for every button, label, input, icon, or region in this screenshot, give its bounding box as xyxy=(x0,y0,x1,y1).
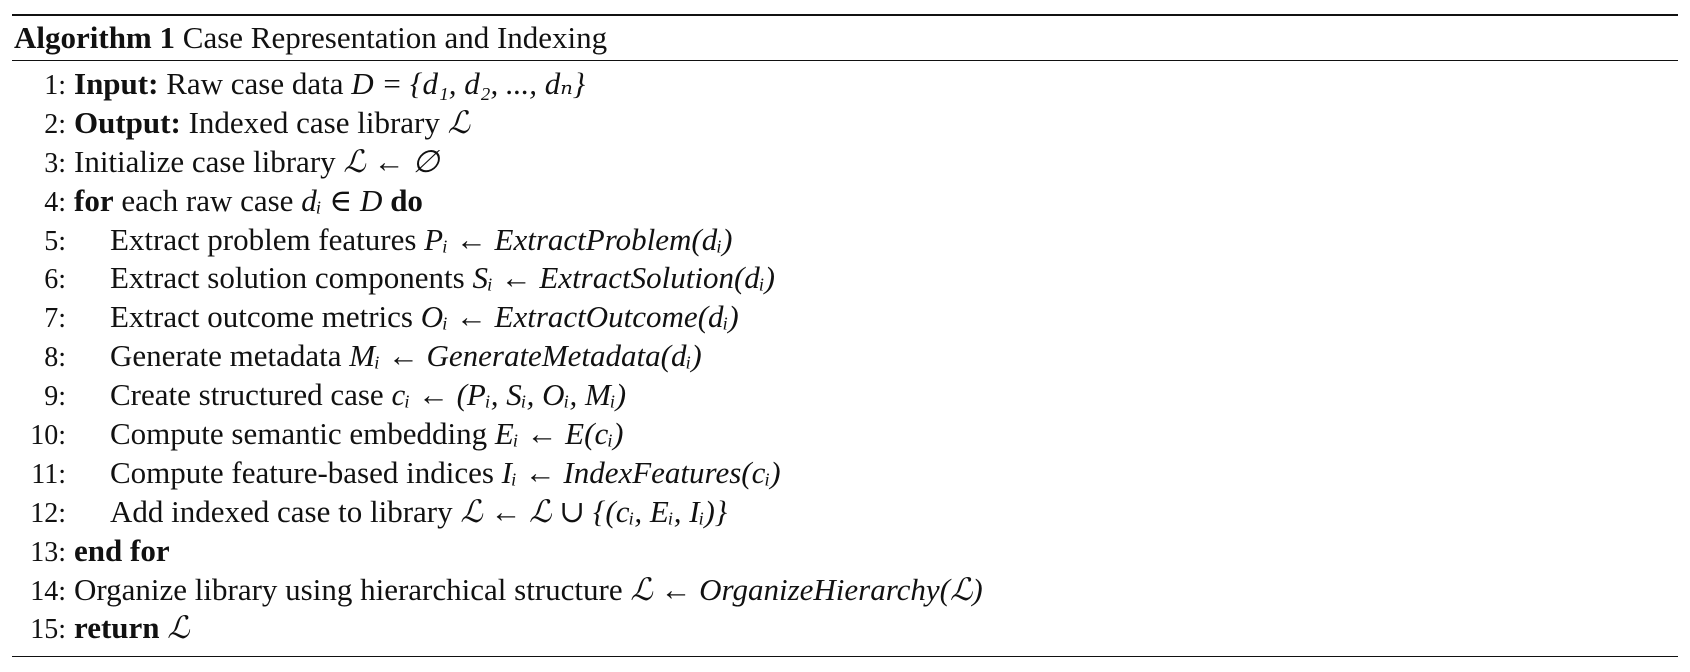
line-text: Indexed case library xyxy=(188,104,440,140)
algorithm-line xyxy=(12,221,1678,260)
line-content xyxy=(110,298,739,337)
algorithm-line xyxy=(12,298,1678,337)
line-content xyxy=(110,454,781,493)
line-number: 6: xyxy=(44,264,66,296)
line-number: 5: xyxy=(44,225,66,257)
algorithm-title: Case Representation and Indexing xyxy=(182,20,608,55)
algorithm-line xyxy=(12,259,1678,298)
line-content xyxy=(110,221,732,260)
algorithm-line xyxy=(12,609,1678,648)
line-number: 9: xyxy=(44,381,66,413)
line-keyword: end for xyxy=(74,532,170,568)
algorithm-line xyxy=(12,415,1678,454)
line-number: 15: xyxy=(30,614,66,646)
algorithm-line xyxy=(12,65,1678,104)
algorithm-line xyxy=(12,337,1678,376)
line-content xyxy=(110,415,623,454)
line-content xyxy=(74,182,423,221)
line-number: 11: xyxy=(31,458,66,490)
line-content xyxy=(74,65,585,104)
algorithm-block xyxy=(12,14,1678,657)
line-content xyxy=(74,609,190,648)
line-content xyxy=(110,259,775,298)
line-math: ℒ xyxy=(167,610,190,646)
line-math: Oᵢ ← ExtractOutcome(dᵢ) xyxy=(420,299,739,335)
line-math: Mᵢ ← GenerateMetadata(dᵢ) xyxy=(349,338,702,374)
algorithm-line xyxy=(12,376,1678,415)
line-text: Generate metadata xyxy=(110,338,342,374)
line-content xyxy=(74,143,439,182)
line-number: 8: xyxy=(44,342,66,374)
line-text: each raw case xyxy=(121,182,294,218)
line-keyword-end: do xyxy=(390,182,423,218)
line-text: Compute feature-based indices xyxy=(110,454,494,490)
line-text: Extract outcome metrics xyxy=(110,299,413,335)
line-keyword: Input: xyxy=(74,66,159,101)
line-content xyxy=(110,493,727,532)
algorithm-caption xyxy=(12,16,1678,60)
line-number: 1: xyxy=(44,70,66,101)
line-number: 13: xyxy=(30,536,66,568)
line-math: Iᵢ ← IndexFeatures(cᵢ) xyxy=(501,454,781,490)
line-text: Initialize case library xyxy=(74,143,336,179)
line-text: Compute semantic embedding xyxy=(110,416,488,452)
line-keyword: Output: xyxy=(74,104,181,140)
algorithm-label: Algorithm 1 xyxy=(14,20,176,55)
line-math: dᵢ ∈ D xyxy=(301,182,383,218)
line-text: Extract solution components xyxy=(110,260,465,296)
algorithm-line xyxy=(12,493,1678,532)
algorithm-line xyxy=(12,104,1678,143)
line-keyword: return xyxy=(74,610,160,646)
line-text: Organize library using hierarchical structure xyxy=(74,571,623,607)
line-math: Pᵢ ← ExtractProblem(dᵢ) xyxy=(424,221,733,257)
line-math: ℒ ← ∅ xyxy=(343,143,440,179)
line-math: cᵢ ← (Pᵢ, Sᵢ, Oᵢ, Mᵢ) xyxy=(391,377,627,413)
line-math: ℒ ← OrganizeHierarchy(ℒ) xyxy=(630,571,983,607)
line-number: 12: xyxy=(30,497,66,529)
algorithm-lines xyxy=(12,61,1678,648)
line-content xyxy=(110,376,626,415)
line-number: 2: xyxy=(44,108,66,140)
line-content xyxy=(74,104,470,143)
line-math: Eᵢ ← E(cᵢ) xyxy=(494,416,624,452)
algorithm-line xyxy=(12,182,1678,221)
line-content xyxy=(110,337,702,376)
bottom-rule xyxy=(12,656,1678,657)
algorithm-line xyxy=(12,571,1678,610)
algorithm-line xyxy=(12,532,1678,571)
line-math: D = {d₁, d₂, ..., dₙ} xyxy=(351,66,586,101)
line-text: Extract problem features xyxy=(110,221,417,257)
line-math: ℒ ← ℒ ∪ {(cᵢ, Eᵢ, Iᵢ)} xyxy=(460,493,728,529)
line-number: 7: xyxy=(44,303,66,335)
line-content xyxy=(74,532,170,571)
line-text: Create structured case xyxy=(110,377,384,413)
line-content xyxy=(74,571,983,610)
line-number: 3: xyxy=(44,147,66,179)
line-math: ℒ xyxy=(447,104,470,140)
line-number: 10: xyxy=(30,420,66,452)
line-keyword: for xyxy=(74,182,114,218)
line-text: Raw case data xyxy=(166,66,344,101)
line-text: Add indexed case to library xyxy=(110,493,453,529)
line-number: 4: xyxy=(44,186,66,218)
line-number: 14: xyxy=(30,575,66,607)
algorithm-line xyxy=(12,454,1678,493)
line-math: Sᵢ ← ExtractSolution(dᵢ) xyxy=(472,260,776,296)
algorithm-line xyxy=(12,143,1678,182)
